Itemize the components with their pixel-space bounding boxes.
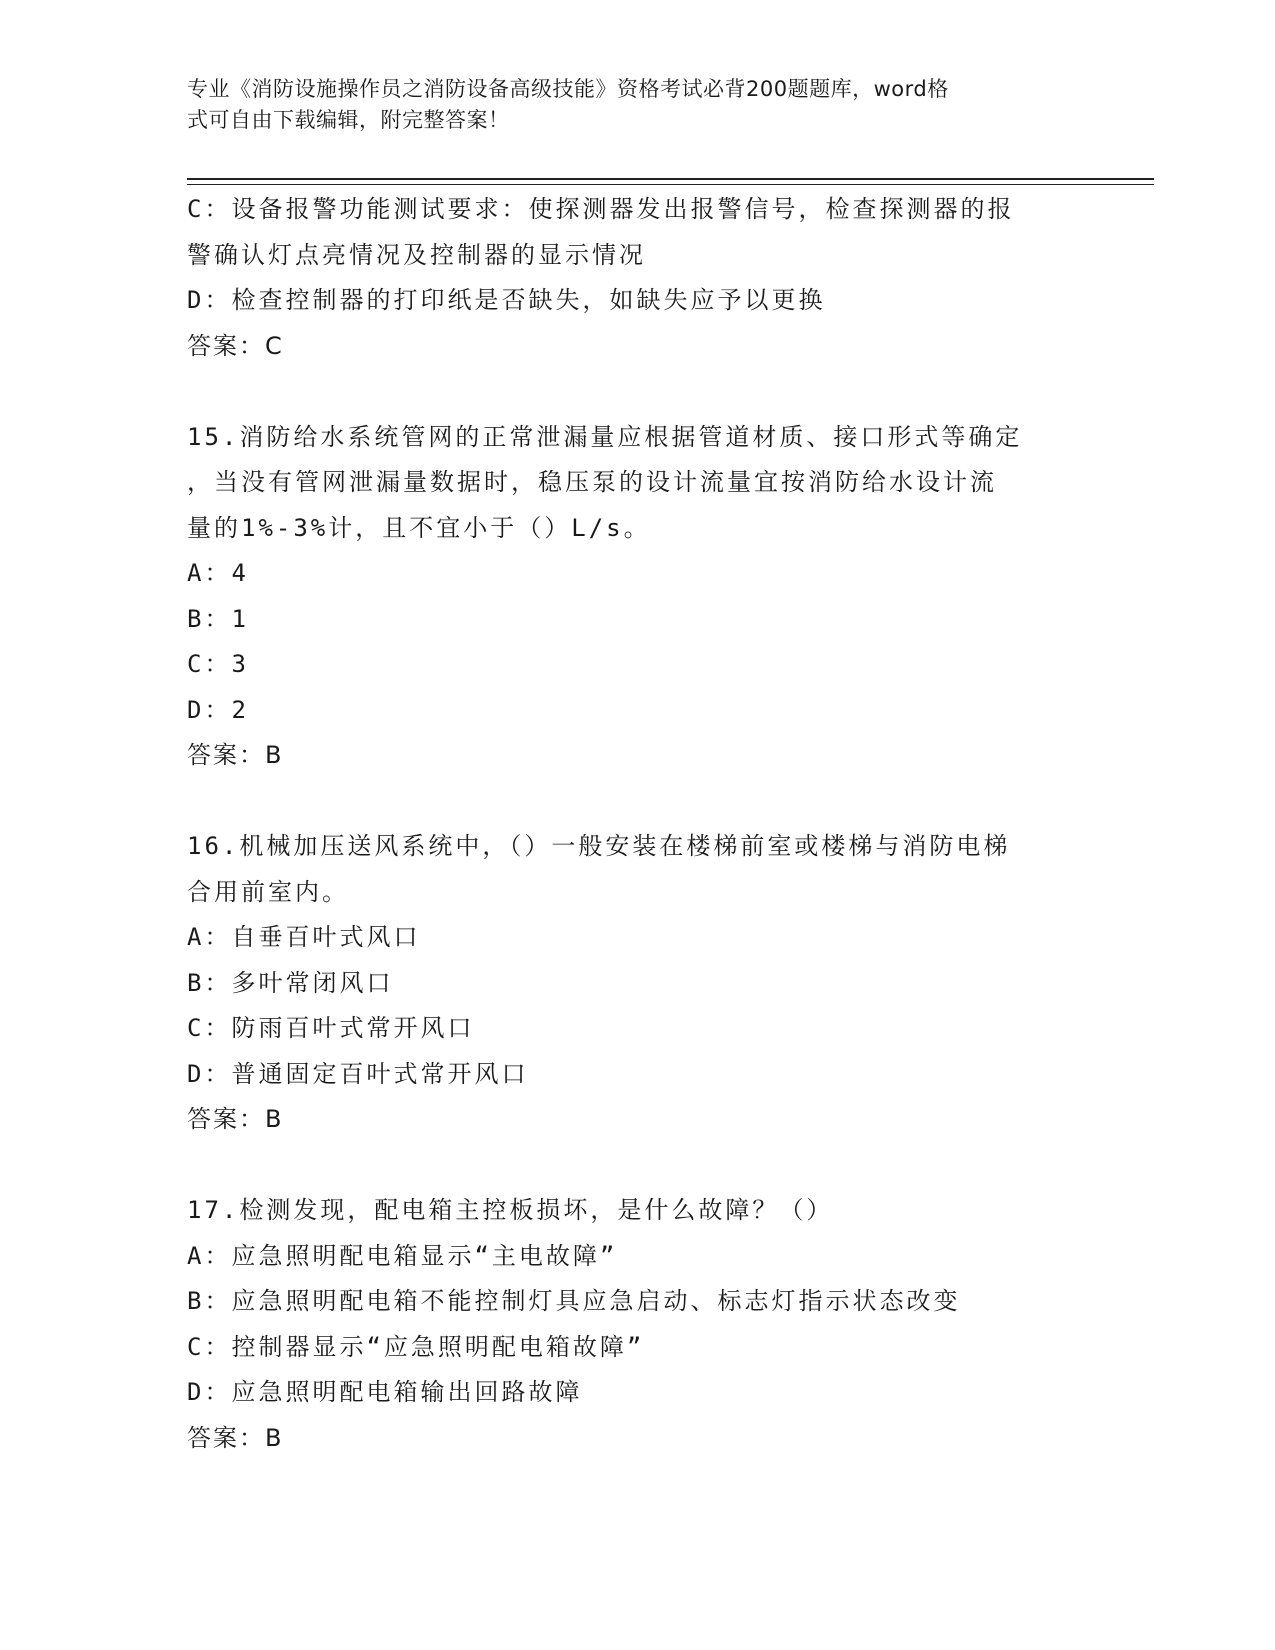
answer-line: 答案：B — [187, 1105, 284, 1133]
option-a: A：4 — [187, 559, 249, 587]
question-text: 17.检测发现，配电箱主控板损坏，是什么故障？（） — [187, 1196, 834, 1224]
question-17-block — [187, 1188, 1087, 1461]
option-a: A：应急照明配电箱显示“主电故障” — [187, 1241, 618, 1270]
option-c: C：防雨百叶式常开风口 — [187, 1014, 475, 1042]
option-d: D：检查控制器的打印纸是否缺失，如缺失应予以更换 — [187, 286, 826, 314]
option-a: A：自垂百叶式风口 — [187, 923, 421, 951]
option-d: D：普通固定百叶式常开风口 — [187, 1059, 529, 1088]
header-divider-thick — [187, 178, 1154, 180]
question-16-block — [187, 824, 1087, 1143]
header-divider-thin — [187, 184, 1154, 185]
answer-line: 答案：B — [187, 741, 284, 769]
option-b: B：应急照明配电箱不能控制灯具应急启动、标志灯指示状态改变 — [187, 1287, 961, 1315]
header-line-2: 式可自由下载编辑，附完整答案！ — [187, 108, 510, 132]
prev-question-block — [187, 187, 1087, 369]
question-text-continued: 量的1%-3%计，且不宜小于（）L/s。 — [187, 513, 651, 542]
option-c: C：3 — [187, 650, 249, 678]
question-list — [187, 187, 1087, 1461]
header-line-1: 专业《消防设施操作员之消防设备高级技能》资格考试必背200题题库，word格 — [187, 77, 949, 101]
question-15-block — [187, 415, 1087, 779]
question-text-continued: 合用前室内。 — [187, 877, 349, 906]
option-b: B：1 — [187, 604, 249, 633]
option-d: D：2 — [187, 695, 249, 724]
option-c-continued: 警确认灯点亮情况及控制器的显示情况 — [187, 240, 646, 269]
option-b: B：多叶常闭风口 — [187, 968, 394, 997]
answer-line: 答案：B — [187, 1423, 284, 1452]
option-c: C：设备报警功能测试要求：使探测器发出报警信号，检查探测器的报 — [187, 195, 1015, 223]
question-text: 16.机械加压送风系统中，（）一般安装在楼梯前室或楼梯与消防电梯 — [187, 832, 1011, 860]
option-c: C：控制器显示“应急照明配电箱故障” — [187, 1332, 645, 1361]
question-text: 15.消防给水系统管网的正常泄漏量应根据管道材质、接口形式等确定 — [187, 422, 1023, 451]
answer-line: 答案：C — [187, 331, 284, 360]
option-d: D：应急照明配电箱输出回路故障 — [187, 1378, 583, 1406]
question-text-continued: ，当没有管网泄漏量数据时，稳压泵的设计流量宜按消防给水设计流 — [187, 468, 997, 496]
document-header — [187, 74, 1067, 136]
